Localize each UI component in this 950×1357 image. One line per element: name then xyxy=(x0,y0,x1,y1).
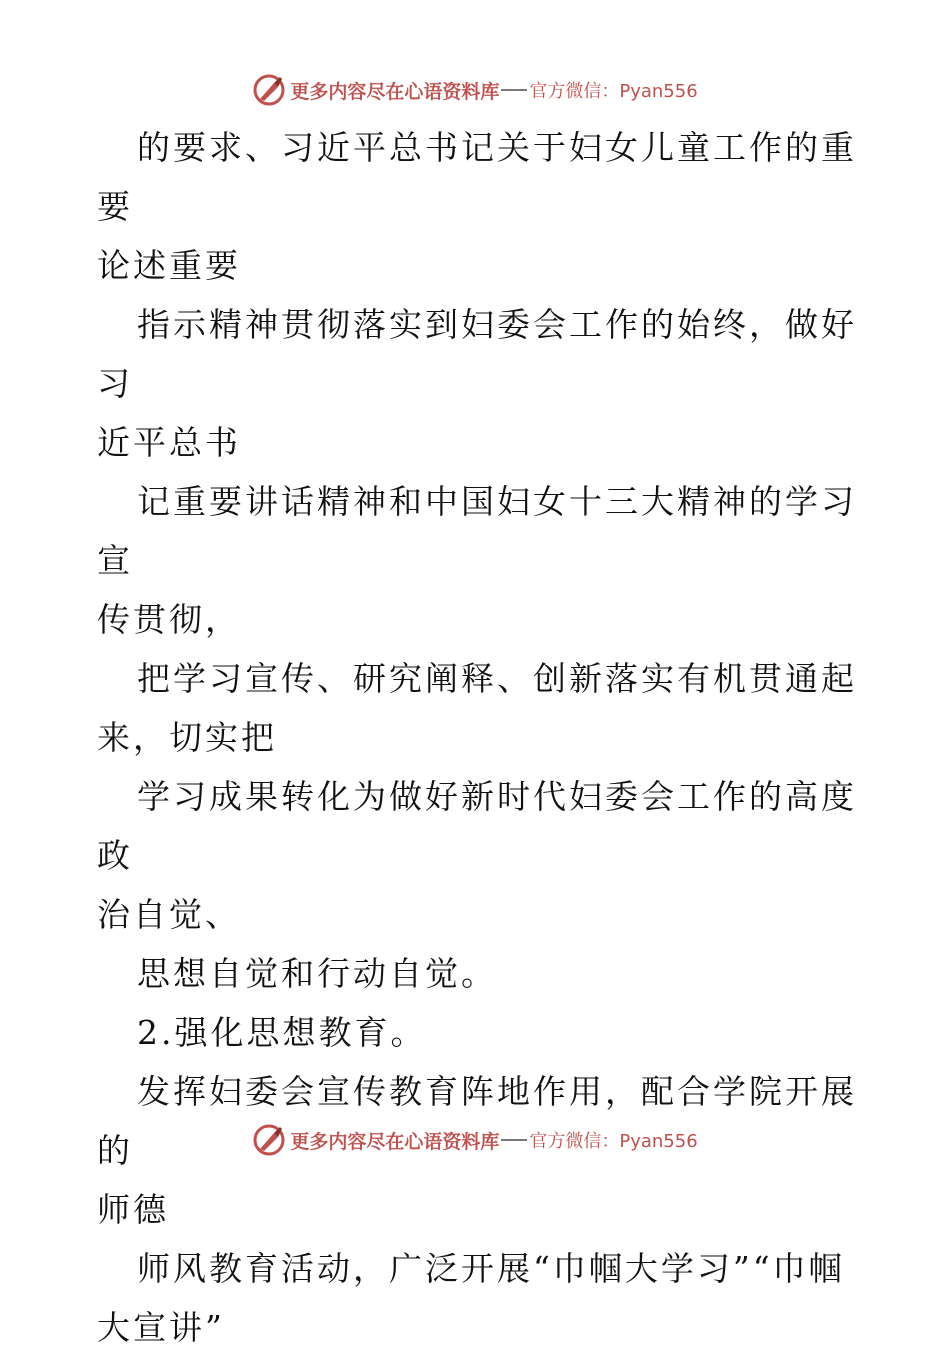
paragraph: 大宣讲” xyxy=(97,1308,225,1347)
paragraph: 近平总书 xyxy=(97,423,241,462)
paragraph: 发挥妇委会宣传教育阵地作用，配合学院开展的 xyxy=(97,1072,857,1170)
pen-nib-logo-icon xyxy=(252,1123,286,1157)
watermark-official-text: 官方微信：Pyan556 xyxy=(529,1131,698,1152)
paragraph: 师风教育活动，广泛开展“巾帼大学习”“巾帼 xyxy=(137,1249,845,1288)
paragraph: 2.强化思想教育。 xyxy=(137,1013,427,1052)
watermark-official-text: 官方微信：Pyan556 xyxy=(529,81,698,102)
watermark-brand-text: 更多内容尽在心语资料库 xyxy=(290,1130,500,1153)
paragraph: 学习成果转化为做好新时代妇委会工作的高度政 xyxy=(97,777,857,875)
watermark-dash xyxy=(501,89,527,91)
paragraph: 思想自觉和行动自觉。 xyxy=(137,954,497,993)
paragraph: 治自觉、 xyxy=(97,895,241,934)
watermark-brand-text: 更多内容尽在心语资料库 xyxy=(290,80,500,103)
paragraph: 师德 xyxy=(97,1190,169,1229)
paragraph: 来，切实把 xyxy=(97,718,277,757)
paragraph: 记重要讲话精神和中国妇女十三大精神的学习宣 xyxy=(97,482,857,580)
paragraph: 论述重要 xyxy=(97,246,241,285)
footer-watermark xyxy=(0,1120,950,1160)
document-body xyxy=(97,118,857,1357)
pen-nib-logo-icon xyxy=(252,73,286,107)
watermark-dash xyxy=(501,1139,527,1141)
paragraph: 指示精神贯彻落实到妇委会工作的始终，做好习 xyxy=(97,305,857,403)
paragraph: 把学习宣传、研究阐释、创新落实有机贯通起 xyxy=(137,659,857,698)
paragraph: 的要求、习近平总书记关于妇女儿童工作的重要 xyxy=(97,128,857,226)
paragraph: 传贯彻， xyxy=(97,600,241,639)
header-watermark xyxy=(0,70,950,110)
